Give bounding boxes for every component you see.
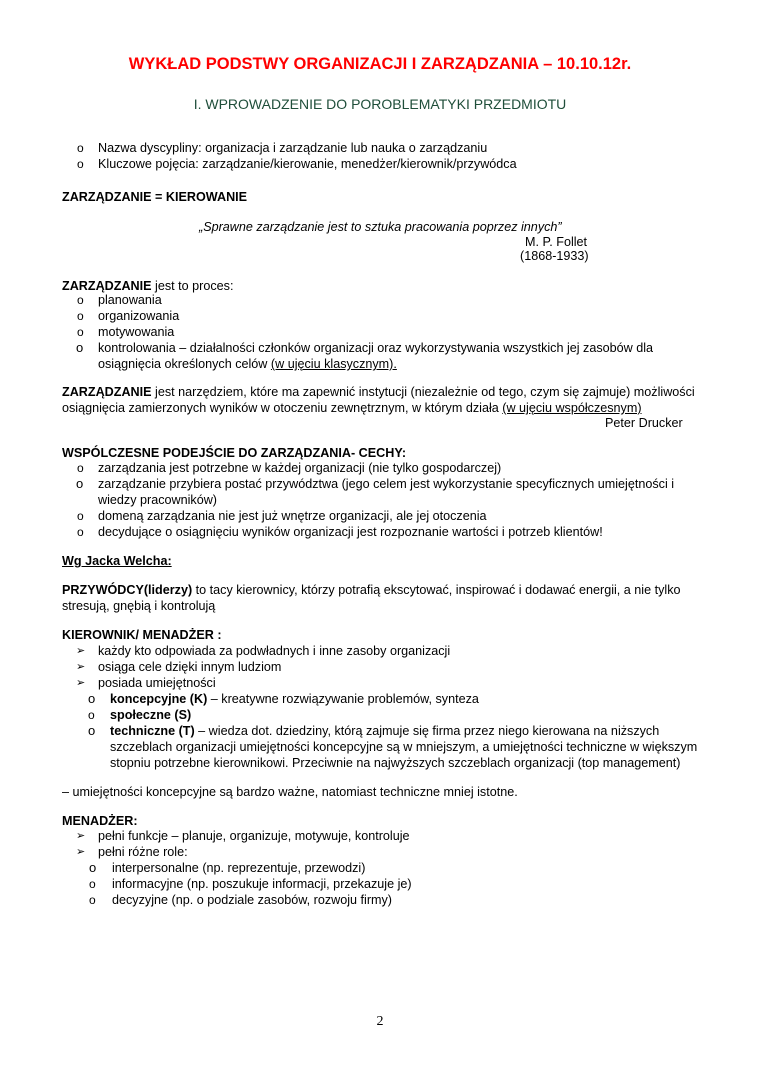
equation-heading: ZARZĄDZANIE = KIEROWANIE (62, 190, 248, 204)
circle-bullet-icon: o (77, 309, 84, 323)
process-item: motywowania (98, 325, 175, 339)
circle-bullet-icon: o (77, 525, 84, 539)
process-item: planowania (98, 293, 162, 307)
process-definition: ZARZĄDZANIE jest to proces: (62, 279, 234, 293)
tool-author: Peter Drucker (605, 416, 683, 430)
welch-heading: Wg Jacka Welcha: (62, 554, 172, 568)
process-item-continued: osiągnięcia określonych celów (w ujęciu klasycznym). (98, 357, 397, 371)
modern-item: decydujące o osiągnięciu wyników organizacji jest rozpoznanie wartości i potrzeb klientów! (98, 525, 603, 539)
modern-item: zarządzania jest potrzebne w każdej organizacji (nie tylko gospodarczej) (98, 461, 502, 475)
leaders-definition-continued: stresują, gnębią i kontrolują (62, 599, 216, 613)
manager-heading: KIEROWNIK/ MENADŻER : (62, 628, 222, 642)
modern-item: zarządzanie przybiera postać przywództwa (jego celem jest wykorzystanie specyficznych umiejętności i (98, 477, 675, 491)
skill-conceptual: koncepcyjne (K) – kreatywne rozwiązywanie problemów, synteza (110, 692, 479, 706)
document-title: WYKŁAD PODSTWY ORGANIZACJI I ZARZĄDZANIA – 10.10.12r. (128, 55, 632, 73)
manager-item: osiąga cele dzięki innym ludziom (98, 660, 282, 674)
skill-technical-continued: szczeblach organizacji umiejętności koncepcyjne są w mniejszym, a umiejętności techniczne w większym (110, 740, 698, 754)
process-item: kontrolowania – działalności członków organizacji oraz wykorzystywania wszystkich jej zasobów dla (98, 341, 654, 355)
role-item: decyzyjne (np. o podziale zasobów, rozwoju firmy) (112, 893, 392, 907)
arrow-bullet-icon: ➢ (76, 830, 86, 842)
manager-item: każdy kto odpowiada za podwładnych i inne zasoby organizacji (98, 644, 451, 658)
role-item: interpersonalne (np. reprezentuje, przewodzi) (112, 861, 366, 875)
menadzer-item: pełni funkcje – planuje, organizuje, motywuje, kontroluje (98, 829, 410, 843)
arrow-bullet-icon: ➢ (76, 661, 86, 673)
skills-note: – umiejętności koncepcyjne są bardzo ważne, natomiast techniczne mniej istotne. (62, 785, 518, 799)
circle-bullet-icon: o (88, 708, 95, 722)
circle-bullet-icon: o (89, 893, 96, 907)
circle-bullet-icon: o (76, 476, 84, 491)
tool-definition: ZARZĄDZANIE jest narzędziem, które ma zapewnić instytucji (niezależnie od tego, czym się zajmuje) możliwości (62, 385, 695, 399)
quote-text: „Sprawne zarządzanie jest to sztuka pracowania poprzez innych” (199, 220, 562, 234)
quote-author: M. P. Follet (525, 235, 588, 249)
circle-bullet-icon: o (77, 509, 84, 523)
section-heading: I. WPROWADZENIE DO POROBLEMATYKI PRZEDMIOTU (193, 96, 567, 112)
intro-item: Nazwa dyscypliny: organizacja i zarządzanie lub nauka o zarządzaniu (98, 141, 488, 155)
circle-bullet-icon: o (77, 325, 84, 339)
skill-technical: techniczne (T) – wiedza dot. dziedziny, którą zajmuje się firma przez niego kierowana na niższych (110, 724, 660, 738)
circle-bullet-icon: o (88, 723, 96, 738)
circle-bullet-icon: o (77, 141, 84, 155)
role-item: informacyjne (np. poszukuje informacji, przekazuje je) (112, 877, 412, 891)
quote-years: (1868-1933) (520, 249, 589, 263)
circle-bullet-icon: o (89, 860, 97, 875)
leaders-definition: PRZYWÓDCY(liderzy) to tacy kierownicy, którzy potrafią ekscytować, inspirować i dodawać energii, a nie tylko (62, 583, 681, 597)
menadzer-item: pełni różne role: (98, 845, 188, 859)
circle-bullet-icon: o (88, 691, 96, 706)
modern-item: domeną zarządzania nie jest już wnętrze organizacji, ale jej otoczenia (98, 509, 487, 523)
intro-item: Kluczowe pojęcia: zarządzanie/kierowanie, menedżer/kierownik/przywódca (98, 157, 517, 171)
modern-heading: WSPÓLCZESNE PODEJŚCIE DO ZARZĄDZANIA- CECHY: (62, 446, 407, 460)
circle-bullet-icon: o (77, 157, 84, 171)
circle-bullet-icon: o (76, 340, 84, 355)
skill-technical-continued: stopniu potrzebne kierownikowi. Przeciwnie na najwyższych szczeblach organizacji (top management) (110, 756, 681, 770)
arrow-bullet-icon: ➢ (76, 645, 86, 657)
arrow-bullet-icon: ➢ (76, 846, 86, 858)
page-number: 2 (376, 1014, 384, 1029)
arrow-bullet-icon: ➢ (76, 677, 86, 689)
process-item: organizowania (98, 309, 180, 323)
manager-item: posiada umiejętności (98, 676, 216, 690)
circle-bullet-icon: o (77, 461, 84, 475)
circle-bullet-icon: o (77, 293, 84, 307)
tool-definition-continued: osiągnięcia zamierzonych wyników w otoczeniu zewnętrznym, w którym działa (w ujęciu współczesnym) (62, 401, 642, 415)
menadzer-heading: MENADŻER: (62, 814, 138, 828)
circle-bullet-icon: o (89, 877, 96, 891)
modern-item-continued: wiedzy pracowników) (98, 493, 217, 507)
skill-social: społeczne (S) (110, 708, 192, 722)
